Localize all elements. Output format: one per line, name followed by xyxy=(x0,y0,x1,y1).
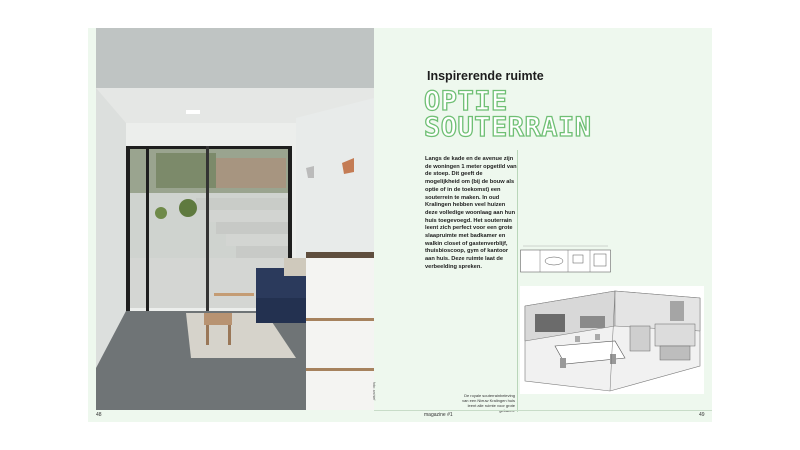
article-title-line1: OPTIE xyxy=(424,86,508,117)
souterrain-3d-drawing xyxy=(520,286,704,394)
page-number-right: 49 xyxy=(699,412,705,418)
floor-plan-sketch xyxy=(520,244,614,279)
photo-credit: foto: archief xyxy=(372,382,376,401)
interior-photo xyxy=(96,28,374,410)
magazine-name: magazine #1 xyxy=(424,412,453,418)
image-caption: De royale souterrainbeleving van een Nieuw Kralingen huis leent alle ruimte voor grote xyxy=(462,393,515,408)
column-divider xyxy=(517,150,518,412)
article-body: Langs de kade en de avenue zijn de woningen 1 meter opgetild van de stoep. Dit geeft de mogelijkheid om (bij de bouw als optie of in de toekomst) een souterrein te maken. In oud Kralingen hebben veel huizen deze volledige woonlaag aan hun huis toegevoegd. Het souterrain leent zich perfect voor een grote slaapruimte met badkamer en walkin closet of gastenverblijf, thuisbioscoop, gym of kantoor aan huis. Deze ruimte laat de verbeelding spreken. xyxy=(425,156,517,270)
page-number-left: 48 xyxy=(96,412,102,418)
article-title-line2: SOUTERRAIN xyxy=(424,112,592,143)
footer-rule xyxy=(374,410,712,411)
article-kicker: Inspirerende ruimte xyxy=(427,69,544,83)
